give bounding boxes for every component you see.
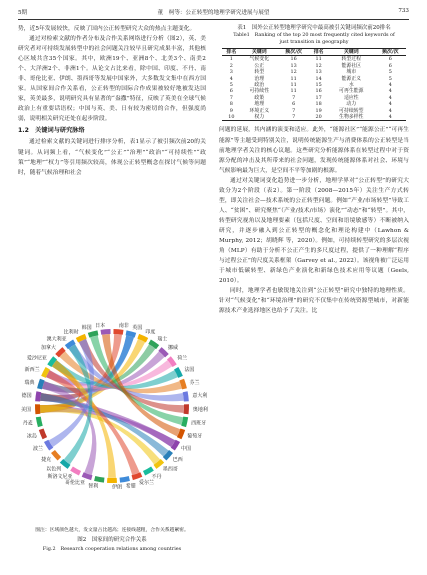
- country-arc: [36, 417, 43, 427]
- figure-caption: 图2 国家间的研究合作关系: [77, 537, 147, 543]
- table-cell: 10: [228, 114, 235, 121]
- country-arc: [35, 404, 40, 414]
- table-cell: 12: [290, 69, 297, 76]
- right-paragraph-1: 问题的延展，其内涵的演变和适应。此外，“能源社区”“能源公正”“可再生能源”等主题受到特别关注，说明传统能源生产与消费体系的公正转型是当前地理学者关注的核心议题。这些研究分析能源体系在转型过程中对于资源分配的冲击及其所带来的社会问题，发现传统能源体系对社会、环境与气候影响最为巨大，是空间不平等加剧的根源。: [219, 127, 409, 174]
- country-arc: [120, 476, 130, 483]
- country-label: 德国: [21, 393, 32, 400]
- table-cell: 7: [292, 94, 296, 101]
- country-label: 印度: [145, 329, 156, 336]
- issue-number: 5期: [18, 10, 28, 16]
- table-caption: 表1 国外公正转型地理学研究中最高被引关键词频次前20排名: [237, 25, 391, 31]
- table-cell: 6: [229, 88, 233, 95]
- table-cell: 适应性: [343, 94, 359, 101]
- country-label: 葡萄牙: [187, 433, 203, 440]
- country-label: 巴西: [172, 457, 183, 464]
- country-label: 中国: [180, 445, 191, 452]
- table-cell: 11: [315, 56, 322, 63]
- table-cell: 4: [229, 75, 233, 82]
- country-label: 西班牙: [191, 420, 207, 427]
- country-label: 爱尔兰: [138, 479, 154, 486]
- table-cell: 转型: [254, 69, 265, 76]
- table-cell: 16: [290, 56, 297, 63]
- table-cell: 生物多样性: [339, 114, 364, 121]
- table-cell: 1: [229, 56, 233, 63]
- table-cell: 7: [229, 94, 233, 101]
- country-arc: [107, 478, 117, 483]
- left-paragraph-3: 通过检索文献的关键词进行排序分析，表1显示了被引频次前20的关键词。从词频上看，“气候变化”“公正”“治理”“政治”“可持续性”“政策”“地理”“权力”等引用频次较高，体现公正转型概念在探讨气候等问题时，随着气候治理和社会: [18, 139, 206, 176]
- country-label: 捷克: [41, 457, 52, 464]
- table-cell: 5: [388, 75, 392, 82]
- table-cell: 转型过程: [341, 56, 362, 63]
- country-label: 芬兰: [189, 379, 200, 386]
- table-header-cell: 关键词: [343, 49, 359, 55]
- table-row: [222, 56, 406, 63]
- cooperation-chord-figure: [18, 284, 206, 524]
- country-label: 奥地利: [192, 406, 208, 413]
- table-cell: 11: [290, 75, 297, 82]
- country-label: 意大利: [192, 393, 208, 400]
- country-label: 挪威: [168, 345, 179, 352]
- table-cell: 可再生能源: [339, 88, 364, 95]
- table-cell: 能源正义: [341, 75, 362, 82]
- country-arc: [39, 428, 47, 439]
- country-label: 南非: [118, 322, 129, 329]
- right-paragraph-2: 通过对关键词变化趋势进一步分析，地理学界对“公正转型”的研究大致分为2个阶段（表2）。第一阶段（2008—2015年）关注生产方式转型，即关注社会—技术系统的公正转型问题。例如“产业/市场转型”导致工人、“贫困”、研究聚焦“（产业/技术/市场）演化”“动态”和“转型”。其中，转型研究视角以及地理要素（包括尺度、空间和语境敏感等）不断被纳入研究，并逐步融入到公正转型的概念化和理论构建中（Lawhon & Murphy, 2012；胡晓辉 等，2020）。例如，可持续转型研究的多层次视角（MLP）有助于分析不公正产生的多尺度过程，提供了一种理解“程序与过程公正”的尺度关系框架（Garvey et al., 2022）。该视角被广泛运用于城市低碳转型、新绿色产业演化和新绿色技术应用等议题（Geels, 2010）。: [219, 177, 409, 285]
- country-label: 墨西哥: [162, 466, 178, 473]
- table-cell: 6: [388, 62, 392, 69]
- country-arc: [51, 450, 61, 461]
- country-label: 伊朗: [112, 484, 123, 491]
- country-label: 爱沙尼亚: [26, 355, 47, 362]
- left-column: [18, 24, 206, 178]
- table-cell: 18: [315, 101, 322, 108]
- table-cell: 4: [388, 82, 392, 89]
- table-cell: 13: [290, 62, 297, 69]
- table-cell: 17: [315, 94, 322, 101]
- figure-caption-en: Fig.2 Research cooperation relations among countries: [42, 546, 182, 552]
- table-cell: 13: [315, 69, 322, 76]
- section-heading: 1.2 关键词与研究脉络: [18, 127, 85, 135]
- table-cell: 7: [292, 114, 296, 121]
- table-cell: 能源社区: [341, 62, 362, 69]
- country-label: 波兰: [33, 445, 44, 452]
- table-header-cell: 频次/次: [382, 49, 399, 55]
- country-label: 澳大利亚: [46, 336, 67, 343]
- country-label: 哥伦比亚: [65, 479, 86, 486]
- table-cell: 14: [315, 75, 322, 82]
- table-cell: 动力: [346, 101, 357, 108]
- table-header-cell: 排名: [226, 49, 237, 55]
- table-cell: 4: [388, 107, 392, 114]
- table-cell: 4: [388, 94, 392, 101]
- country-label: 新西兰: [24, 367, 40, 374]
- country-label: 不丹: [151, 474, 162, 481]
- table-cell: 4: [388, 114, 392, 121]
- table-header-cell: 频次/次: [285, 49, 302, 55]
- left-paragraph-1: 势，近5年发展较快，反映了国内公正转型研究大众的热点主题变化。: [18, 26, 196, 32]
- country-label: 荷兰: [177, 355, 188, 362]
- left-paragraph-2: 通过对检索文献的作者分布及合作关系网络进行分析（图2），英、美研究者对可持续发展转型中的社会问题关注较早且研究成果丰富，其他核心区域共含35个国家。其中，欧洲19个、亚洲8个、北美3个、南美2个、大洋洲2个、非洲1个。从论文占比来看，除中国、印度、不丹、南非、哥伦比亚、伊朗、墨西哥等发展中国家外，大多数发文集中在西方国家。从国家间合作关系看，公正转型的国际合作成果被较好地被发达国家，英美最多，说明研究具有显著的“盎撒”特征，反映了英美在全球气候政治上有重要话语权；中国与英、美、日有较为密切的合作，但强度尚弱，说明相关研究还处在起步阶段。: [18, 36, 206, 123]
- table-cell: 可持续性: [249, 88, 270, 95]
- country-arc: [101, 329, 111, 335]
- table-cell: 12: [315, 62, 322, 69]
- table-cell: 15: [315, 82, 322, 89]
- country-label: 美国: [21, 406, 32, 413]
- table-row: [222, 114, 406, 121]
- table-caption-en-line-1: Table1 Ranking of the top 20 most frequently cited keywords of: [233, 32, 395, 38]
- country-label: 以色列: [46, 466, 62, 473]
- table-cell: 16: [315, 88, 322, 95]
- country-arc: [184, 404, 189, 414]
- table-cell: 权力: [254, 114, 265, 121]
- country-label: 瑞典: [24, 379, 35, 386]
- country-label: 法国: [184, 367, 195, 374]
- table-cell: 4: [388, 88, 392, 95]
- country-arc: [113, 329, 123, 335]
- table-cell: 4: [388, 101, 392, 108]
- country-label: 瑞士: [157, 336, 168, 343]
- table-cell: 气候变化: [249, 56, 270, 63]
- country-label: 加拿大: [40, 345, 56, 352]
- table-header-row: [222, 49, 406, 56]
- table-cell: 8: [229, 101, 233, 108]
- country-label: 斯洛文尼亚: [47, 474, 73, 481]
- running-title: 董 柯等：公正转型的地理学研究进展与展望: [157, 10, 270, 16]
- country-label: 比利时: [63, 329, 79, 336]
- table-cell: 可持续转型: [339, 107, 364, 114]
- header-rule: [18, 19, 409, 20]
- table-caption-en-line-2: just transition in geography: [279, 39, 349, 45]
- table-cell: 3: [229, 69, 233, 76]
- country-label: 希腊: [125, 483, 136, 490]
- table-cell: 水: [348, 82, 354, 89]
- table-cell: 9: [229, 107, 233, 114]
- table-cell: 政策: [254, 94, 265, 101]
- keyword-ranking-table: [222, 48, 406, 121]
- page-number: 733: [398, 8, 409, 14]
- right-column: [219, 24, 409, 316]
- country-label: 韩国: [81, 325, 92, 332]
- table-cell: 地理: [254, 101, 265, 108]
- country-arc: [94, 476, 104, 483]
- table-cell: 7: [292, 107, 296, 114]
- table-cell: 11: [290, 82, 297, 89]
- country-label: 英国: [132, 325, 143, 332]
- table-cell: 公正: [254, 62, 265, 69]
- country-label: 日本: [95, 322, 106, 329]
- country-label: 智利: [88, 483, 99, 490]
- country-label: 冰岛: [26, 433, 37, 440]
- table-cell: 2: [229, 62, 233, 69]
- chord-diagram: [18, 284, 206, 524]
- table-cell: 城市: [346, 69, 357, 76]
- table-cell: 20: [315, 114, 322, 121]
- table-cell: 19: [315, 107, 322, 114]
- table-cell: 11: [290, 88, 297, 95]
- table-cell: 6: [388, 56, 392, 63]
- table-caption-en: [219, 32, 409, 46]
- figure-note: 图注：区域颜色越大，发文量占比越高；连接线越粗，合作关系越紧密。: [35, 528, 189, 533]
- right-paragraph-3: 同时，地理学者也敏锐地关注到“公正转型”研究中独特的地理性质。针对“气候变化”和“环境治理”的研究不仅集中在传统资源型城市，对新能源技术产业选择地区也给予了关注。比: [219, 288, 409, 315]
- table-cell: 政治: [254, 82, 265, 89]
- table-cell: 环境正义: [249, 107, 270, 114]
- table-header-cell: 排名: [313, 49, 324, 55]
- table-cell: 6: [292, 101, 296, 108]
- table-cell: 5: [388, 69, 392, 76]
- table-cell: 5: [229, 82, 233, 89]
- table-cell: 治理: [254, 75, 265, 82]
- country-label: 丹麦: [22, 420, 33, 427]
- table-header-cell: 关键词: [251, 49, 267, 55]
